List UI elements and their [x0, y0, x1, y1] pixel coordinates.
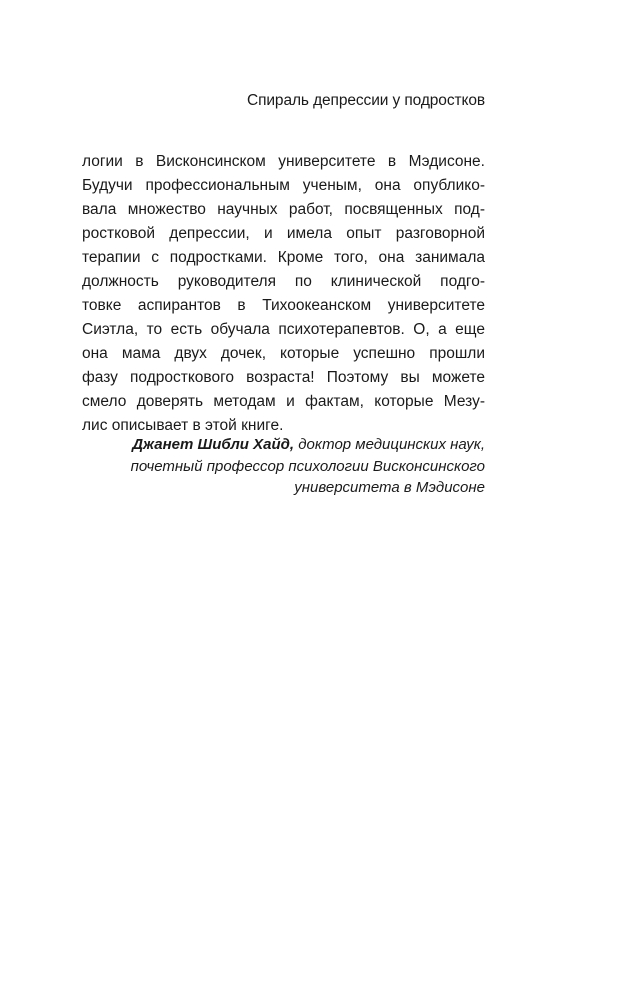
text-line: фазу подросткового возраста! Поэтому вы можете [82, 369, 485, 386]
attribution-line: почетный профессор психологии Висконсинского [130, 457, 485, 475]
text-line: должность руководителя по клинической подго- [82, 273, 485, 290]
text-line: Будучи профессиональным ученым, она опублико- [82, 177, 485, 194]
attribution [82, 434, 485, 499]
text-line: она мама двух дочек, которые успешно прошли [82, 345, 485, 362]
text-line: ростковой депрессии, и имела опыт разговорной [82, 225, 485, 242]
attribution-line: университета в Мэдисоне [294, 479, 485, 496]
text-line: лис описывает в этой книге. [82, 417, 284, 434]
text-line: товке аспирантов в Тихоокеанском университете [82, 297, 485, 314]
text-line: вала множество научных работ, посвященных под- [82, 201, 485, 218]
text-line: Сиэтла, то есть обучала психотерапевтов. О, а еще [82, 321, 485, 338]
attribution-line [82, 434, 485, 456]
running-header: Спираль депрессии у подростков [246, 92, 485, 109]
text-line: смело доверять методам и фактам, которые Мезу- [82, 393, 485, 410]
author-credentials: доктор медицинских наук, [294, 436, 485, 453]
text-line: логии в Висконсинском университете в Мэдисоне. [82, 153, 485, 170]
body-paragraph [82, 150, 485, 438]
author-name: Джанет Шибли Хайд, [132, 436, 295, 453]
text-line: терапии с подростками. Кроме того, она занимала [82, 249, 485, 266]
